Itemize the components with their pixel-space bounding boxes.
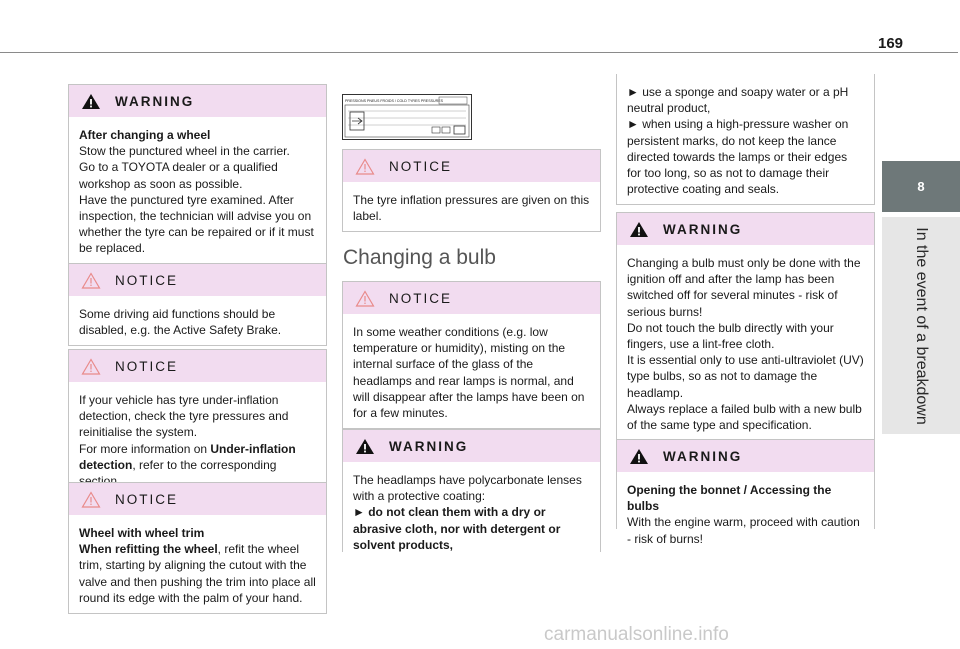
notice-label: NOTICE <box>115 272 179 288</box>
warning-header <box>617 440 874 472</box>
warning-header <box>69 85 326 117</box>
notice-text: Some driving aid functions should be disabled, e.g. the Active Safety Brake. <box>79 307 282 338</box>
notice-icon <box>81 272 101 289</box>
notice-box-tyre-pressures <box>342 149 601 232</box>
warning-bullet: ► use a sponge and soapy water or a pH neutral product, <box>627 85 849 116</box>
notice-header <box>343 150 600 182</box>
notice-text: The tyre inflation pressures are given on this label. <box>353 193 590 224</box>
tyre-pressure-label-image <box>342 94 472 140</box>
notice-box-wheel-trim <box>68 482 327 614</box>
notice-box-driving-aids <box>68 263 327 346</box>
warning-box-bonnet <box>616 439 875 546</box>
warning-bullet: ► when using a high-pressure washer on persistent marks, do not keep the lance directed towards the lamps or their edges for too long, so as not to damage their protective coating and seals. <box>627 117 849 197</box>
warning-icon <box>629 448 649 465</box>
warning-box-polycarbonate <box>342 429 601 552</box>
notice-icon <box>355 290 375 307</box>
warning-icon <box>355 438 375 455</box>
notice-title: Wheel with wheel trim <box>79 526 205 540</box>
warning-box-changing-bulb <box>616 212 875 441</box>
warning-label: WARNING <box>663 221 743 237</box>
tyre-label-caption: PRESSIONS PNEUS FROIDS / COLD TYRES PRESSURES <box>345 99 443 103</box>
warning-title: Opening the bonnet / Accessing the bulbs <box>627 483 832 514</box>
warning-label: WARNING <box>115 93 195 109</box>
warning-line: Always replace a failed bulb with a new bulb of the same type and specification. <box>627 401 862 433</box>
notice-icon <box>81 491 101 508</box>
warning-box-after-changing-wheel <box>68 84 327 265</box>
warning-line: Do not touch the bulb directly with your fingers, use a lint-free cloth. <box>627 320 834 352</box>
warning-line: It is essential only to use anti-ultraviolet (UV) type bulbs, so as not to damage the headlamp. <box>627 353 864 400</box>
warning-line: Changing a bulb must only be done with the ignition off and after the lamp has been switched off for several minutes - risk of serious burns! <box>627 256 861 319</box>
warning-header <box>617 213 874 245</box>
chapter-title: In the event of a breakdown <box>913 226 930 425</box>
header-rule <box>0 52 958 53</box>
warning-continuation-box <box>616 74 875 205</box>
notice-header <box>343 282 600 314</box>
warning-label: WARNING <box>389 438 469 454</box>
notice-label: NOTICE <box>389 158 453 174</box>
notice-box-under-inflation <box>68 349 327 497</box>
notice-label: NOTICE <box>115 358 179 374</box>
notice-header <box>69 264 326 296</box>
notice-label: NOTICE <box>115 491 179 507</box>
warning-header <box>343 430 600 462</box>
warning-line: Have the punctured tyre examined. After inspection, the technician will advise you on whether the tyre can be repaired or if it must be replaced. <box>79 192 314 256</box>
warning-icon <box>81 93 101 110</box>
notice-header <box>69 350 326 382</box>
notice-text: In some weather conditions (e.g. low temperature or humidity), misting on the internal surface of the glass of the headlamps and rear lamps is normal, and will disappear after the lamps have been on for a few minutes. <box>353 325 585 421</box>
section-title: Changing a bulb <box>343 246 496 269</box>
warning-line: Stow the punctured wheel in the carrier. <box>79 144 290 159</box>
notice-icon <box>355 158 375 175</box>
notice-text-reference: For more information on Under-inflation detection, refer to the corresponding <box>79 441 296 472</box>
watermark: carmanualsonline.info <box>544 624 729 645</box>
chapter-tab-number: 8 <box>882 161 960 212</box>
warning-text: The headlamps have polycarbonate lenses with a protective coating: <box>353 473 582 504</box>
warning-bullet: ► do not clean them with a dry or abrasive cloth, nor with detergent or solvent products, <box>353 505 561 552</box>
warning-line: Go to a TOYOTA dealer or a qualified workshop as soon as possible. <box>79 160 278 191</box>
chapter-tab <box>882 217 960 434</box>
notice-box-misting <box>342 281 601 429</box>
notice-text: When refitting the wheel, refit the wheel trim, starting by aligning the cutout with the valve and then pushing the trim into place all round its edge with the palm of your hand. <box>79 542 316 605</box>
warning-icon <box>629 221 649 238</box>
page-number: 169 <box>878 35 904 52</box>
warning-title: After changing a wheel <box>79 128 211 142</box>
notice-header <box>69 483 326 515</box>
warning-text: With the engine warm, proceed with caution - risk of burns! <box>627 515 860 546</box>
notice-text: If your vehicle has tyre under-inflation detection, check the tyre pressures and reinitialise the system. <box>79 393 289 440</box>
notice-label: NOTICE <box>389 290 453 306</box>
notice-icon <box>81 358 101 375</box>
warning-label: WARNING <box>663 448 743 464</box>
